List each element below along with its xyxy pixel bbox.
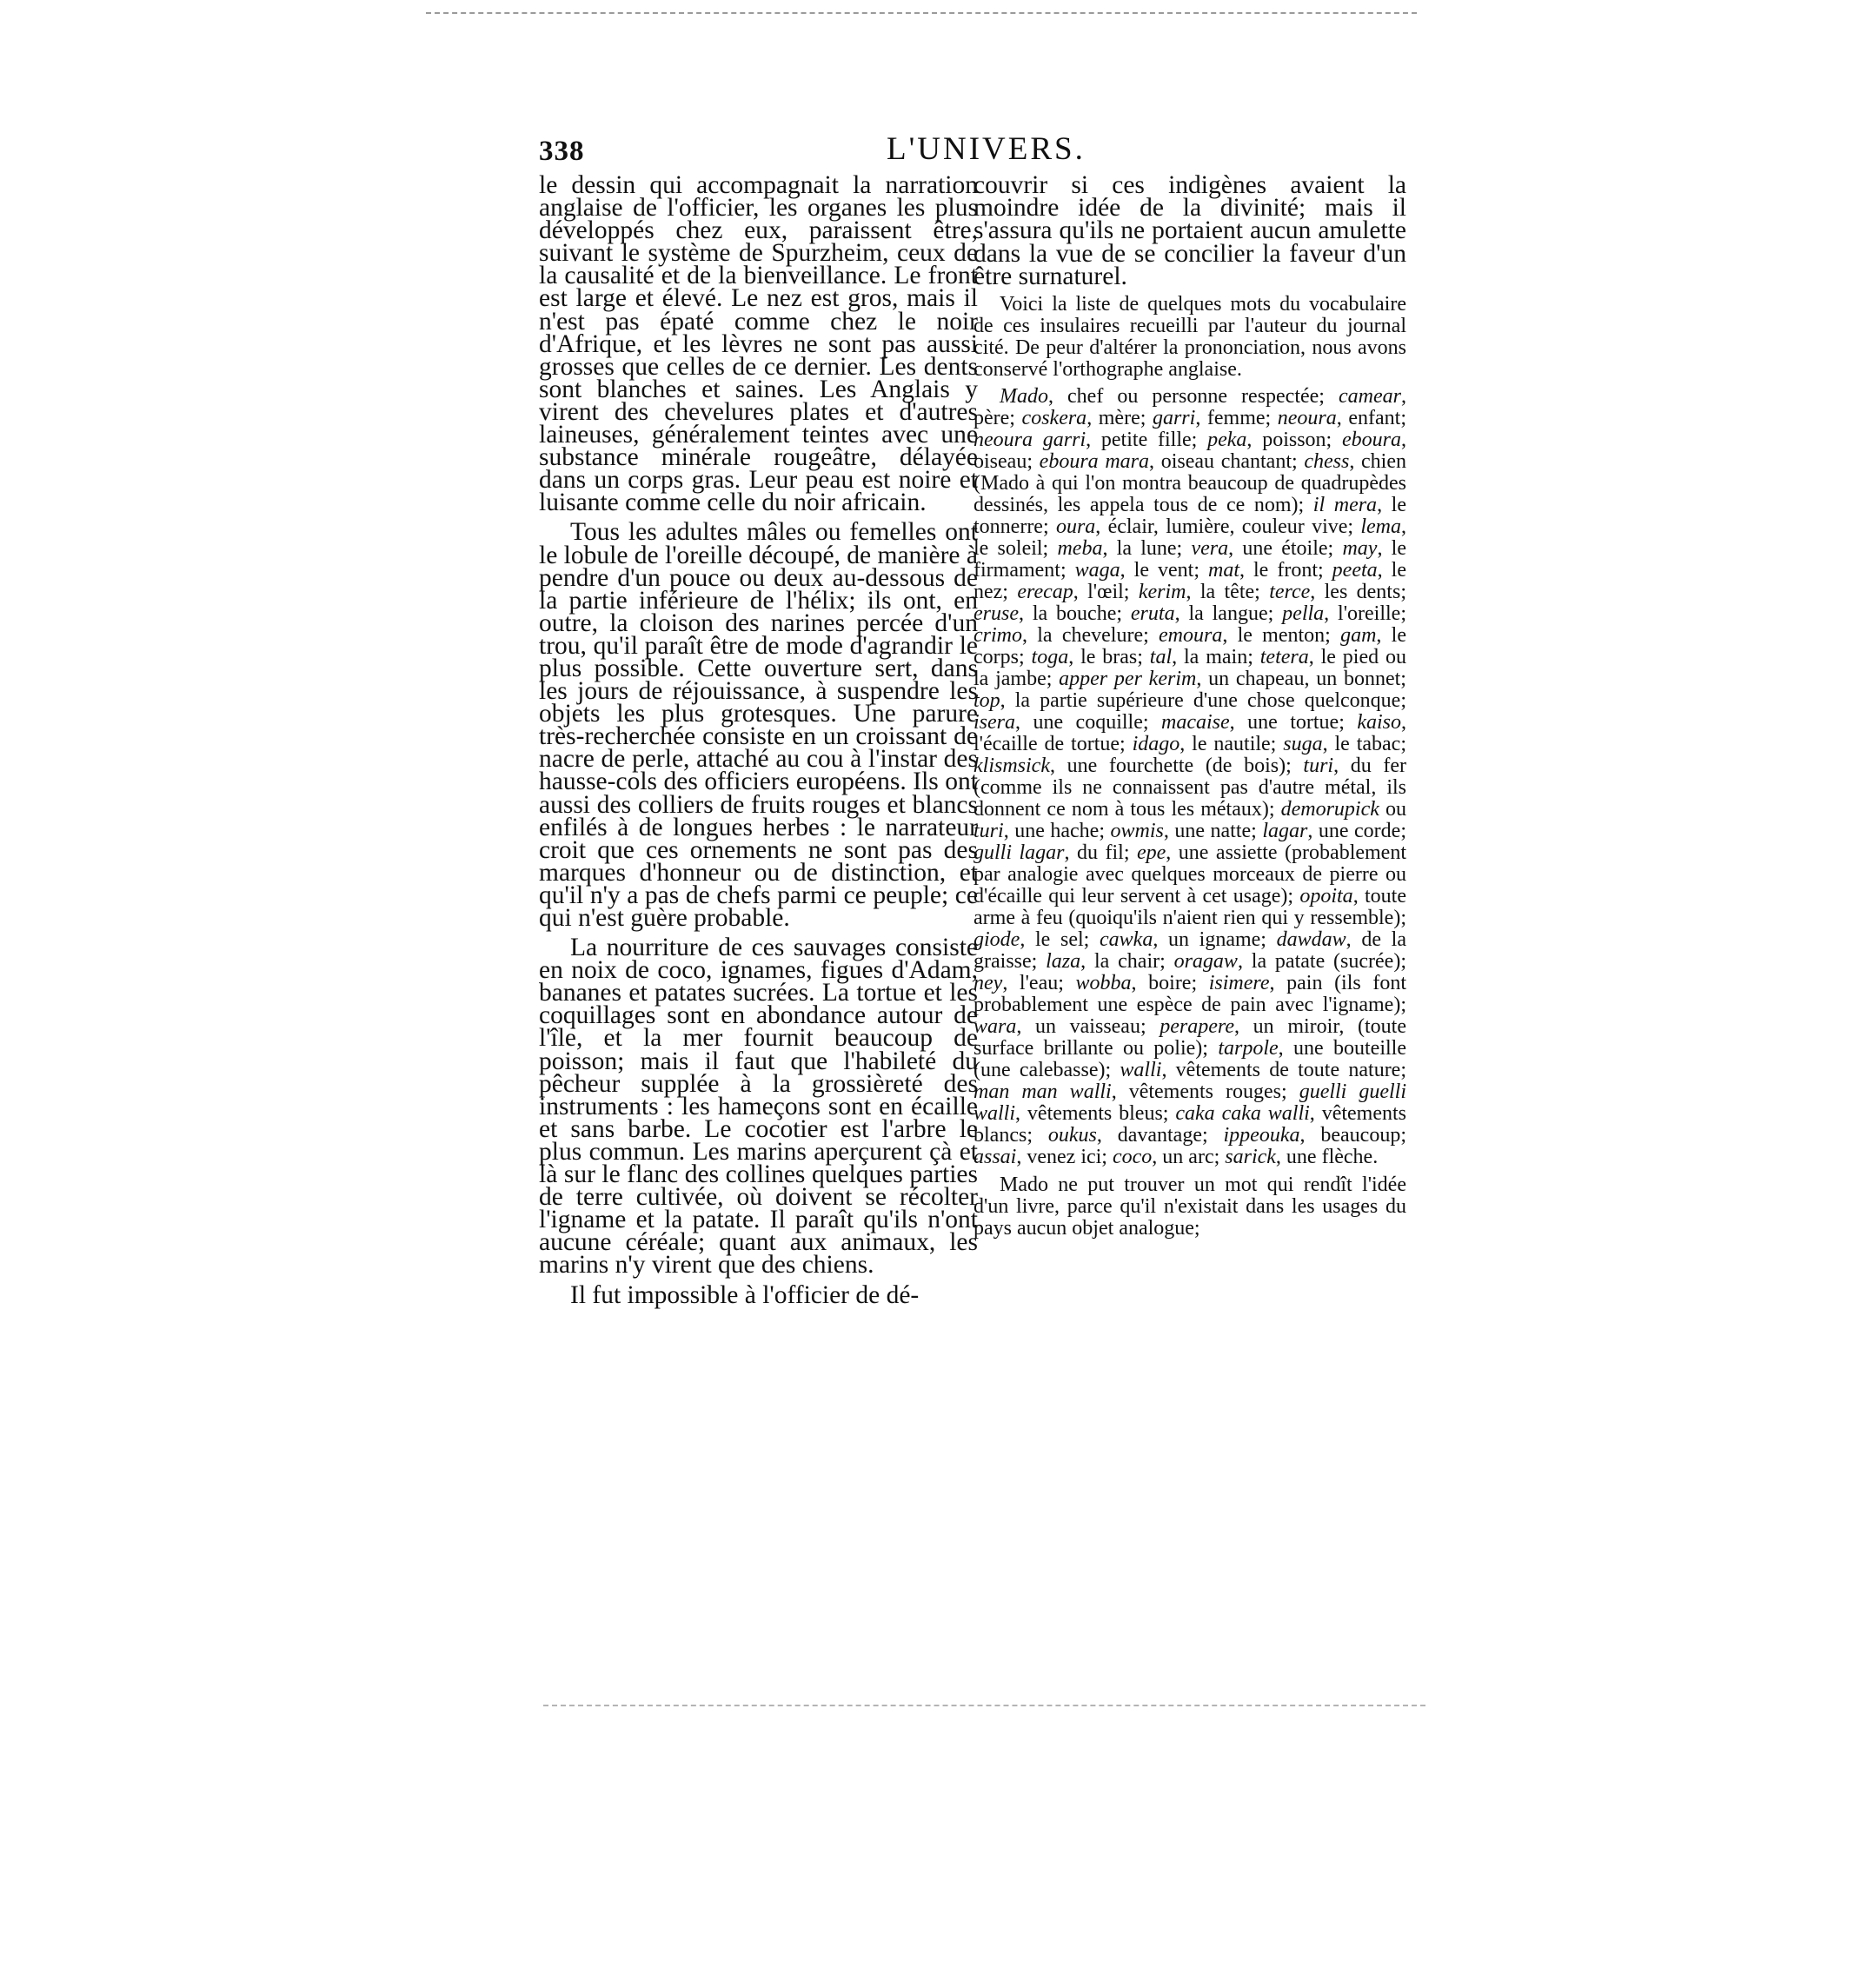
vocab-gloss: , un chapeau, un bonnet;: [1196, 668, 1406, 691]
vocab-word: peka: [1207, 429, 1247, 452]
vocab-word: may: [1342, 537, 1378, 561]
vocab-gloss: , éclair, lumière, couleur vive;: [1095, 515, 1361, 539]
vocab-gloss: , oiseau;: [974, 429, 1407, 474]
vocab-gloss: , le pied ou la jambe;: [974, 646, 1406, 691]
vocab-gloss: , un vaisseau;: [1016, 1015, 1160, 1039]
vocab-word: sarick: [1225, 1146, 1276, 1169]
vocab-gloss: , une bouteille (une calebasse);: [974, 1037, 1406, 1082]
vocab-gloss: , le tonnerre;: [974, 494, 1406, 539]
vocab-word: toga: [1031, 646, 1069, 669]
paragraph: Voici la liste de quelques mots du vocabulaire de ces insulaires recueilli par l'auteur du journal cité. De peur d'altérer la prononciation, nous avons conservé l'orthographe anglaise.: [974, 293, 1406, 382]
vocab-gloss: , le nez;: [974, 559, 1406, 604]
vocab-word: camear: [1339, 385, 1401, 409]
vocab-gloss: , une étoile;: [1228, 537, 1343, 561]
vocab-gloss: , une natte;: [1163, 820, 1263, 843]
scan-artifact-bottom: [543, 1705, 1425, 1709]
vocab-word: kerim: [1138, 581, 1186, 604]
vocab-word: erecap: [1017, 581, 1073, 604]
vocab-word: kaiso: [1357, 711, 1401, 735]
vocab-word: idago: [1132, 733, 1180, 756]
vocab-word: wara: [974, 1015, 1017, 1039]
vocab-gloss: , toute arme à feu (quoiqu'ils n'aient rien qui y ressemble);: [974, 885, 1406, 930]
vocab-word: man man walli: [974, 1080, 1112, 1104]
paragraph: Mado ne put trouver un mot qui rendît l'idée d'un livre, parce qu'il n'existait dans les usages du pays aucun objet analogue;: [974, 1174, 1406, 1240]
vocab-gloss: , chien (Mado à qui l'on montra beaucoup de quadrupèdes dessinés, les appela tous de ce nom);: [974, 450, 1406, 517]
vocab-gloss: , le vent;: [1120, 559, 1208, 582]
vocab-gloss: , le bras;: [1068, 646, 1150, 669]
vocab-gloss: , vêtements de toute nature;: [1161, 1059, 1407, 1082]
vocab-gloss: ou: [1379, 798, 1407, 821]
vocab-gloss: , le nautile;: [1180, 733, 1284, 756]
vocab-gloss: , le soleil;: [974, 515, 1407, 561]
vocab-word: epe: [1136, 841, 1166, 865]
vocab-gloss: , la langue;: [1174, 602, 1283, 626]
paragraph: le dessin qui accompagnait la narration anglaise de l'officier, les organes les plus développés chez eux, paraissent être, suivant le système de Spurzheim, ceux de la causalité et de la bienveillance. Le front est large et élevé. Le nez est gros, mais il n'est pas épaté comme chez le noir d'Afrique, et les lèvres ne sont pas aussi grosses que celles de ce dernier. Les dents sont blanches et saines. Les Anglais y virent des chevelures plates et d'autres laineuses, généralement teintes avec une substance minérale rougeâtre, délayée dans un corps gras. Leur peau est noire et luisante comme celle du noir africain.: [539, 171, 978, 517]
vocab-word: perapere: [1160, 1015, 1235, 1039]
vocab-gloss: , poisson;: [1246, 429, 1343, 452]
vocab-word: emoura: [1159, 624, 1223, 648]
vocab-word: oura: [1055, 515, 1096, 539]
vocab-word: isera: [974, 711, 1015, 735]
vocab-word: tarpole: [1218, 1037, 1279, 1060]
vocab-word: oukus: [1047, 1124, 1097, 1147]
paragraph: La nourriture de ces sauvages consiste en noix de coco, ignames, figues d'Adam, bananes et patates sucrées. La tortue et les coquillages sont en abondance autour de l'île, et la mer fournit beaucoup de poisson; mais il faut que l'habileté du pêcheur supplée à la grossièreté des instruments : les hameçons sont en écaille et sans barbe. Le cocotier est l'arbre le plus commun. Les marins aperçurent çà et là sur le flanc des collines quelques parties de terre cultivée, où doivent se récolter l'igname et la patate. Il paraît qu'ils n'ont aucune céréale; quant aux animaux, les marins n'y virent que des chiens.: [539, 934, 978, 1280]
vocab-gloss: , vêtements bleus;: [1015, 1102, 1176, 1126]
vocab-word: apper per kerim: [1059, 668, 1197, 691]
vocab-word: turi: [974, 820, 1004, 843]
vocab-gloss: , un igname;: [1153, 928, 1277, 952]
vocab-word: neoura garri: [974, 429, 1086, 452]
vocab-word: gam: [1340, 624, 1377, 648]
vocab-word: dawdaw: [1276, 928, 1346, 952]
vocab-word: laza: [1046, 950, 1081, 974]
vocab-gloss: , une coquille;: [1015, 711, 1161, 735]
vocab-gloss: , vêtements rouges;: [1111, 1080, 1299, 1104]
vocab-gloss: , la lune;: [1102, 537, 1192, 561]
vocab-gloss: , la chevelure;: [1022, 624, 1160, 648]
vocab-word: turi: [1303, 755, 1334, 778]
vocab-gloss: , la partie supérieure d'une chose quelconque;: [1000, 689, 1406, 713]
vocab-word: meba: [1057, 537, 1103, 561]
vocab-gloss: , le tabac;: [1322, 733, 1406, 756]
paragraph: Tous les adultes mâles ou femelles ont le lobule de l'oreille découpé, de manière à pendre d'un pouce ou deux au-dessous de la partie inférieure de l'hélix; ils ont, en outre, la cloison des narines percée d'un trou, qu'il paraît être de mode d'agrandir le plus possible. Cette ouverture sert, dans les jours de réjouissance, à suspendre les objets les plus grotesques. Une parure très-recherchée consiste en un croissant de nacre de perle, attaché au cou à l'instar des hausse-cols des officiers européens. Ils ont aussi des colliers de fruits rouges et blancs enfilés à de longues herbes : le narrateur croit que ces ornements ne sont pas des marques d'honneur ou de distinction, et qu'il n'y a pas de chefs parmi ce peuple; ce qui n'est guère probable.: [539, 518, 978, 932]
vocab-gloss: , la tête;: [1186, 581, 1270, 604]
vocab-word: ippeouka: [1223, 1124, 1300, 1147]
vocab-word: garri: [1152, 407, 1196, 430]
vocab-gloss: , une hache;: [1003, 820, 1111, 843]
vocab-word: tetera: [1259, 646, 1309, 669]
vocab-gloss: , de la graisse;: [974, 928, 1406, 974]
page-number: 338: [539, 136, 585, 167]
vocab-word: isimere: [1208, 972, 1270, 995]
vocab-word: pella: [1282, 602, 1325, 626]
vocab-gloss: , oiseau chantant;: [1149, 450, 1305, 474]
vocab-word: guelli guelli walli: [974, 1080, 1407, 1126]
vocab-word: eboura: [1342, 429, 1402, 452]
vocab-word: eruse: [974, 602, 1019, 626]
vocab-word: chess: [1304, 450, 1350, 474]
vocab-gloss: , le front;: [1239, 559, 1332, 582]
vocab-gloss: , chef ou personne respectée;: [1048, 385, 1339, 409]
vocab-gloss: , du fer (comme ils ne connaissent pas d'autre métal, ils donnent ce nom à tous les métaux);: [974, 755, 1406, 821]
vocab-word: owmis: [1110, 820, 1164, 843]
vocab-word: lagar: [1262, 820, 1308, 843]
vocab-gloss: , l'eau;: [1002, 972, 1076, 995]
vocab-gloss: , davantage;: [1096, 1124, 1224, 1147]
vocab-word: cawka: [1100, 928, 1153, 952]
vocab-gloss: , l'écaille de tortue;: [974, 711, 1406, 756]
vocab-word: giode: [974, 928, 1020, 952]
vocab-gloss: , vêtements blancs;: [974, 1102, 1406, 1147]
vocab-gloss: , père;: [974, 385, 1406, 430]
vocab-word: terce: [1269, 581, 1311, 604]
vocab-gloss: , une corde;: [1307, 820, 1406, 843]
vocab-word: tal: [1149, 646, 1173, 669]
vocab-word: il mera: [1312, 494, 1378, 517]
vocab-word: oragaw: [1173, 950, 1238, 974]
vocab-word: neoura: [1277, 407, 1337, 430]
vocab-gloss: , une assiette (probablement par analogie avec quelques morceaux de pierre ou d'écaille qui leur servent à cet usage);: [974, 841, 1407, 908]
vocab-word: walli: [1120, 1059, 1162, 1082]
vocab-word: peeta: [1332, 559, 1378, 582]
vocab-word: klismsick: [974, 755, 1050, 778]
vocabulary-list: [974, 386, 1406, 1168]
vocab-gloss: , petite fille;: [1086, 429, 1208, 452]
vocab-gloss: , du fil;: [1064, 841, 1137, 865]
vocab-word: suga: [1283, 733, 1323, 756]
vocab-word: Mado: [1000, 385, 1048, 409]
vocab-gloss: , pain (ils font probablement une espèce de pain avec l'igname);: [974, 972, 1407, 1017]
vocab-word: opoita: [1299, 885, 1353, 908]
vocab-gloss: , une tortue;: [1229, 711, 1358, 735]
vocab-gloss: , un arc;: [1152, 1146, 1226, 1169]
vocab-gloss: , mère;: [1086, 407, 1153, 430]
vocab-word: assai: [974, 1146, 1017, 1169]
vocab-word: wobba: [1075, 972, 1132, 995]
vocab-word: crimo: [974, 624, 1022, 648]
running-title: L'UNIVERS.: [887, 131, 1086, 167]
vocab-word: coskera: [1021, 407, 1087, 430]
vocab-gloss: , les dents;: [1310, 581, 1406, 604]
vocab-gloss: , venez ici;: [1016, 1146, 1113, 1169]
vocab-gloss: , la chair;: [1080, 950, 1174, 974]
vocab-gloss: , le firmament;: [974, 537, 1406, 582]
vocab-word: gulli lagar: [974, 841, 1065, 865]
vocab-word: top: [974, 689, 1000, 713]
vocab-gloss: , la patate (sucrée);: [1237, 950, 1406, 974]
running-head: [539, 130, 1408, 169]
vocab-word: coco: [1112, 1146, 1153, 1169]
vocab-word: eruta: [1130, 602, 1175, 626]
vocab-gloss: , boire;: [1131, 972, 1209, 995]
vocab-gloss: , un miroir, (toute surface brillante ou polie);: [974, 1015, 1406, 1060]
vocab-gloss: , la bouche;: [1018, 602, 1131, 626]
vocab-gloss: , le corps;: [974, 624, 1406, 669]
vocab-gloss: , l'œil;: [1073, 581, 1139, 604]
vocab-word: mat: [1208, 559, 1239, 582]
vocab-gloss: , le sel;: [1020, 928, 1100, 952]
paragraph: Il fut impossible à l'officier de dé-: [570, 1280, 920, 1309]
vocab-gloss: , la main;: [1172, 646, 1260, 669]
vocab-word: vera: [1191, 537, 1229, 561]
vocab-word: demorupick: [1280, 798, 1379, 821]
vocab-word: ney: [974, 972, 1003, 995]
vocab-gloss: , enfant;: [1336, 407, 1406, 430]
vocab-gloss: , le menton;: [1222, 624, 1341, 648]
vocab-gloss: , beaucoup;: [1299, 1124, 1406, 1147]
vocab-word: eboura mara: [1039, 450, 1150, 474]
right-column: [974, 171, 1407, 1240]
vocab-gloss: , une flèche.: [1275, 1146, 1379, 1169]
scan-artifact-top: [426, 12, 1417, 17]
left-column: [539, 171, 978, 1309]
vocab-gloss: , une fourchette (de bois);: [1049, 755, 1304, 778]
vocab-word: lema: [1360, 515, 1402, 539]
vocab-gloss: , l'oreille;: [1324, 602, 1407, 626]
vocab-gloss: , femme;: [1195, 407, 1278, 430]
vocab-word: caka caka walli: [1175, 1102, 1310, 1126]
vocab-word: waga: [1074, 559, 1120, 582]
vocab-word: macaise: [1161, 711, 1230, 735]
paragraph: couvrir si ces indigènes avaient la moindre idée de la divinité; mais il s'assura qu'ils ne portaient aucun amulette dans la vue de se concilier la faveur d'un être surnaturel.: [974, 171, 1406, 290]
